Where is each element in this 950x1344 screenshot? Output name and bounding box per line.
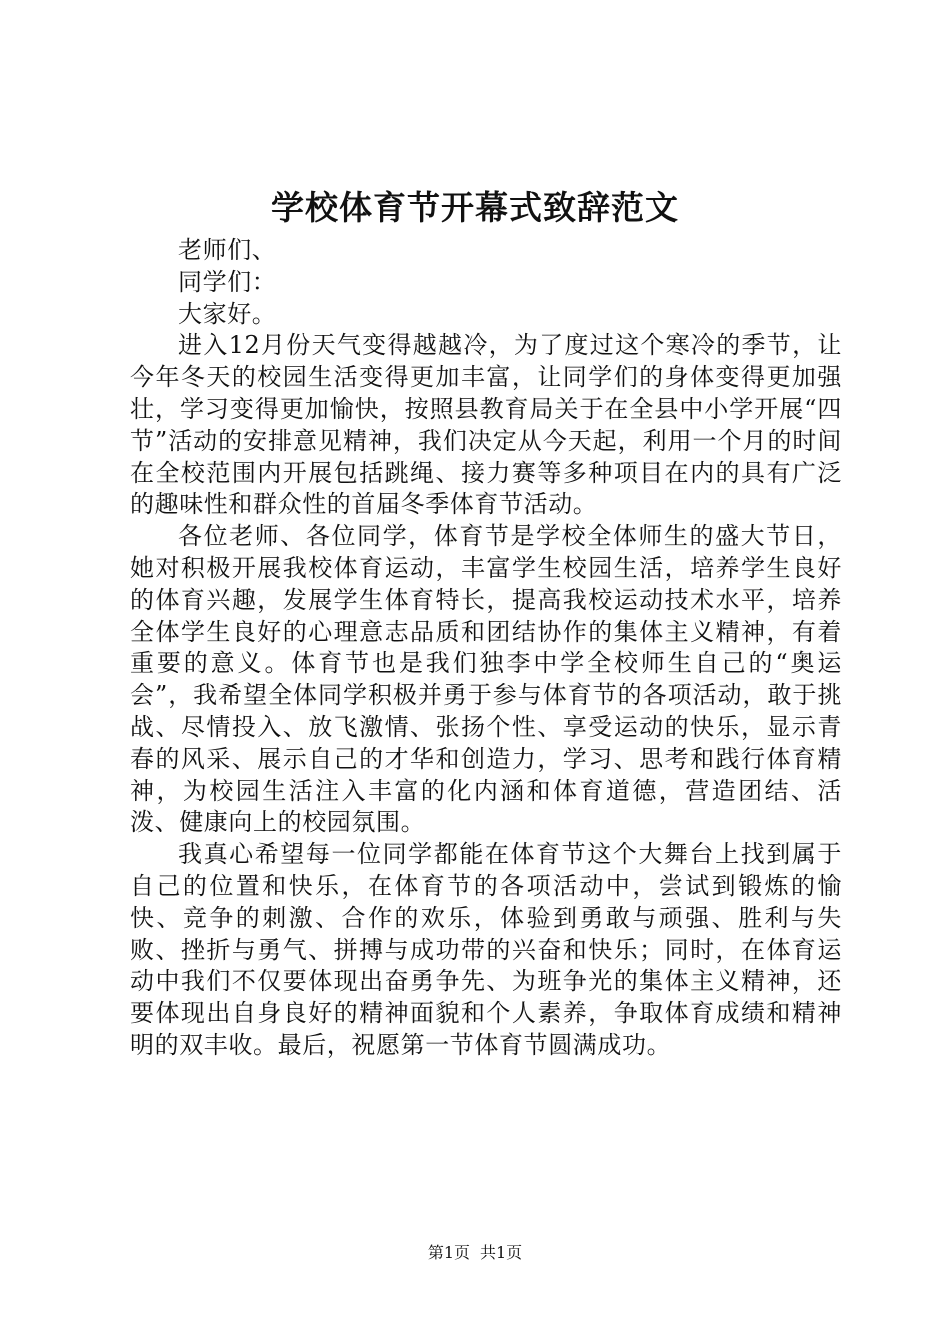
page-number: 第1页 [427,1243,470,1262]
salutation-teachers: 老师们、 [178,236,277,264]
greeting: 大家好。 [178,299,277,328]
salutation-students: 同学们： [178,267,277,296]
document-body [130,235,842,1062]
page-footer [0,1242,950,1264]
paragraph-intro: 进入12月份天气变得越越冷，为了度过这个寒冷的季节，让今年冬天的校园生活变得更加丰富，让同学们的身体变得更加强壮，学习变得更加愉快，按照县教育局关于在全县中小学开展“四节”活动的安排意见精神，我们决定从今天起，利用一个月的时间在全校范围内开展包括跳绳、接力赛等多种项目在内的具有广泛的趣味性和群众性的首届冬季体育节活动。 [130,331,842,519]
paragraph-significance: 各位老师、各位同学，体育节是学校全体师生的盛大节日，她对积极开展我校体育运动，丰富学生校园生活，培养学生良好的体育兴趣，发展学生体育特长，提高我校运动技术水平，培养全体学生良好的心理意志品质和团结协作的集体主义精神，有着重要的意义。体育节也是我们独李中学全校师生自己的“奥运会”，我希望全体同学积极并勇于参与体育节的各项活动，敢于挑战、尽情投入、放飞激情、张扬个性、享受运动的快乐，显示青春的风采、展示自己的才华和创造力，学习、思考和践行体育精神，为校园生活注入丰富的化内涵和体育道德，营造团结、活泼、健康向上的校园氛围。 [130,522,842,837]
document-title: 学校体育节开幕式致辞范文 [271,188,679,227]
page-total: 共1页 [480,1243,523,1262]
paragraph-wishes: 我真心希望每一位同学都能在体育节这个大舞台上找到属于自己的位置和快乐，在体育节的各项活动中，尝试到锻炼的愉快、竞争的刺激、合作的欢乐，体验到勇敢与顽强、胜利与失败、挫折与勇气、拼搏与成功带的兴奋和快乐；同时，在体育运动中我们不仅要体现出奋勇争先、为班争光的集体主义精神，还要体现出自身良好的精神面貌和个人素养，争取体育成绩和精神明的双丰收。最后，祝愿第一节体育节圆满成功。 [130,840,842,1059]
